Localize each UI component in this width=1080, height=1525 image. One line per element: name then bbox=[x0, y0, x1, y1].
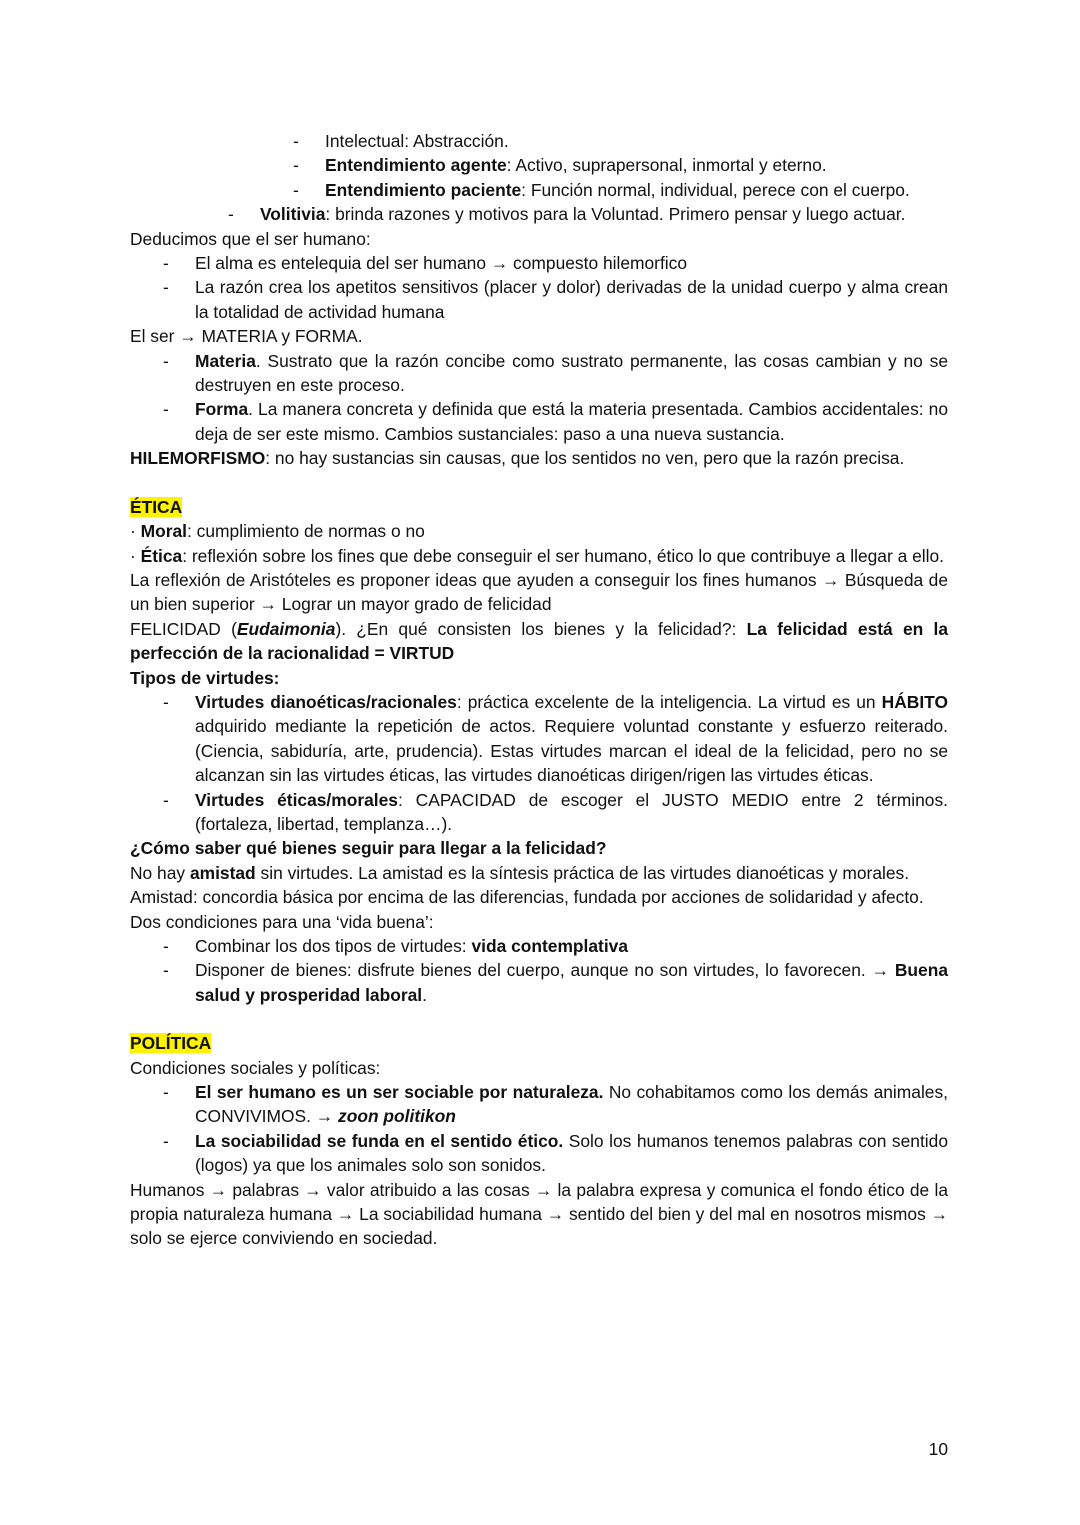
list-item: - Forma. La manera concreta y definida que está la materia presentada. Cambios accidentales: no deja de ser este mismo. Cambios sustanciales: paso a una nueva sustancia. bbox=[130, 397, 948, 446]
document-page bbox=[130, 129, 948, 1251]
list-item: - Volitivia: brinda razones y motivos para la Voluntad. Primero pensar y luego actuar. bbox=[130, 202, 948, 226]
paragraph: Dos condiciones para una ‘vida buena’: bbox=[130, 911, 434, 932]
paragraph: HILEMORFISMO: no hay sustancias sin causas, que los sentidos no ven, pero que la razón precisa. bbox=[130, 448, 905, 469]
subheading: Tipos de virtudes: bbox=[130, 667, 280, 688]
list-item: - La razón crea los apetitos sensitivos (placer y dolor) derivadas de la unidad cuerpo y alma crean la totalidad de actividad humana bbox=[130, 275, 948, 324]
list-item: - Entendimiento paciente: Función normal, individual, perece con el cuerpo. bbox=[130, 178, 948, 202]
section-heading-etica: ÉTICA bbox=[130, 496, 183, 517]
list-item: - Entendimiento agente: Activo, suprapersonal, inmortal y eterno. bbox=[130, 153, 948, 177]
paragraph: Condiciones sociales y políticas: bbox=[130, 1057, 381, 1078]
paragraph: El ser → MATERIA y FORMA. bbox=[130, 326, 363, 347]
list-item: - El alma es entelequia del ser humano → compuesto hilemorfico bbox=[130, 251, 948, 275]
list-item: - Disponer de bienes: disfrute bienes del cuerpo, aunque no son virtudes, lo favorecen. → Buena salud y prosperidad laboral. bbox=[130, 958, 948, 1007]
section-heading-politica: POLÍTICA bbox=[130, 1033, 212, 1054]
list-item: - Materia. Sustrato que la razón concibe como sustrato permanente, las cosas cambian y no se destruyen en este proceso. bbox=[130, 349, 948, 398]
bullet-item: · Moral: cumplimiento de normas o no bbox=[130, 521, 425, 542]
spacer bbox=[130, 1007, 948, 1031]
paragraph: Humanos → palabras → valor atribuido a las cosas → la palabra expresa y comunica el fondo ético de la propia naturaleza humana → La sociabilidad humana → sentido del bien y del mal en nosotros mismos → solo se ejerce conviviendo en sociedad. bbox=[130, 1179, 948, 1249]
paragraph: No hay amistad sin virtudes. La amistad es la síntesis práctica de las virtudes dianoéticas y morales. bbox=[130, 862, 910, 883]
spacer bbox=[130, 471, 948, 495]
paragraph: La reflexión de Aristóteles es proponer ideas que ayuden a conseguir los fines humanos → Búsqueda de un bien superior → Lograr un mayor grado de felicidad bbox=[130, 569, 948, 615]
paragraph: Deducimos que el ser humano: bbox=[130, 228, 371, 249]
paragraph: FELICIDAD (Eudaimonia). ¿En qué consisten los bienes y la felicidad?: La felicidad está en la perfección de la racionalidad = VIRTUD bbox=[130, 618, 948, 664]
list-item: - Virtudes dianoéticas/racionales: práctica excelente de la inteligencia. La virtud es un HÁBITO adquirido mediante la repetición de actos. Requiere voluntad constante y esfuerzo reiterado. (Ciencia, sabiduría, arte, prudencia). Estas virtudes marcan el ideal de la felicidad, pero no se alcanzan sin las virtudes éticas, las virtudes dianoéticas dirigen/rigen las virtudes éticas. bbox=[130, 690, 948, 788]
list-item: - El ser humano es un ser sociable por naturaleza. No cohabitamos como los demás animales, CONVIVIMOS. → zoon politikon bbox=[130, 1080, 948, 1129]
list-item: - Intelectual: Abstracción. bbox=[130, 129, 948, 153]
subheading: ¿Cómo saber qué bienes seguir para llegar a la felicidad? bbox=[130, 838, 607, 859]
list-item: - Combinar los dos tipos de virtudes: vida contemplativa bbox=[130, 934, 948, 958]
paragraph: Amistad: concordia básica por encima de las diferencias, fundada por acciones de solidaridad y afecto. bbox=[130, 887, 924, 908]
list-item: - La sociabilidad se funda en el sentido ético. Solo los humanos tenemos palabras con sentido (logos) ya que los animales solo son sonidos. bbox=[130, 1129, 948, 1178]
page-number: 10 bbox=[928, 1439, 948, 1459]
list-item: - Virtudes éticas/morales: CAPACIDAD de escoger el JUSTO MEDIO entre 2 términos. (fortaleza, libertad, templanza…). bbox=[130, 788, 948, 837]
bullet-item: · Ética: reflexión sobre los fines que debe conseguir el ser humano, ético lo que contribuye a llegar a ello. bbox=[130, 545, 944, 566]
